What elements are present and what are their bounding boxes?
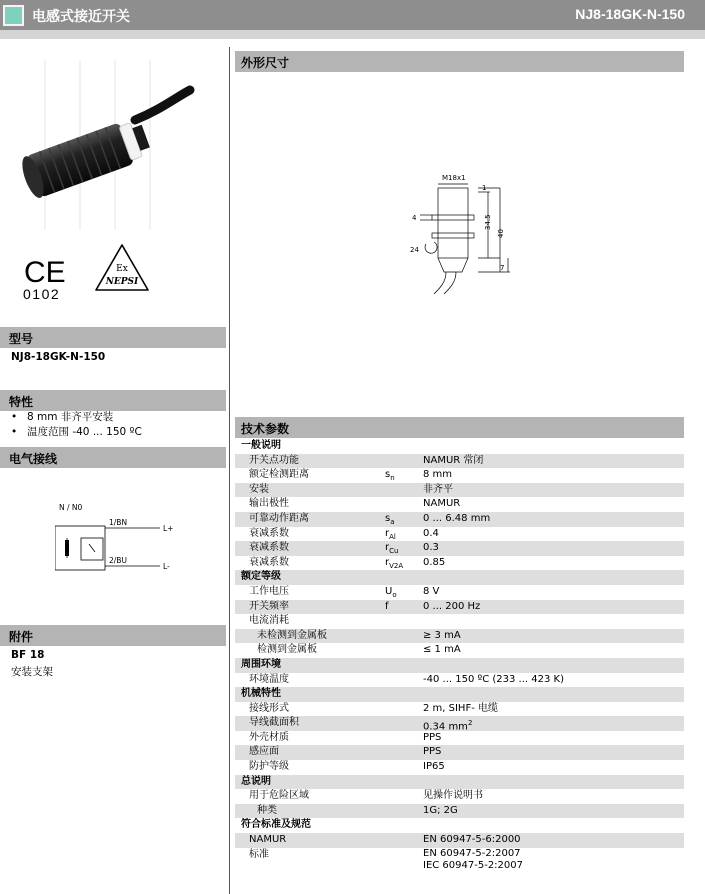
type-section-title: 型号 — [9, 332, 34, 346]
spec-symbol — [385, 600, 389, 615]
type-section-header — [0, 327, 226, 348]
spec-row — [235, 731, 684, 746]
spec-category-label: 额定等级 — [241, 571, 281, 583]
spec-row — [235, 673, 684, 688]
spec-row — [235, 702, 684, 717]
spec-row — [235, 643, 684, 658]
spec-value — [423, 804, 458, 819]
spec-value — [423, 745, 441, 760]
spec-row — [235, 468, 684, 483]
spec-value — [423, 789, 483, 804]
spec-symbol-main: r — [385, 527, 390, 539]
spec-symbol-main: s — [385, 512, 391, 524]
spec-value — [423, 556, 445, 571]
spec-value-text: 8 mm — [423, 469, 453, 481]
spec-value-text: NAMUR — [423, 498, 461, 510]
spec-label: 标准 — [249, 848, 269, 860]
spec-label: 电流消耗 — [249, 615, 289, 627]
spec-value — [423, 600, 480, 615]
spec-value-text: 8 V — [423, 585, 440, 597]
spec-label: 开关频率 — [249, 600, 289, 612]
spec-label: 接线形式 — [249, 702, 289, 714]
page-title: 电感式接近开关 — [32, 9, 130, 25]
spec-symbol-sub: Cu — [389, 547, 399, 556]
spec-symbol-sub: V2A — [389, 561, 404, 570]
spec-value-text: ≤ 1 mA — [423, 644, 461, 656]
feature-item: • 8 mm 非齐平安装 — [11, 410, 142, 425]
dim-40: 40 — [497, 229, 505, 238]
spec-value-text: EN 60947-5-2:2007 — [423, 847, 521, 859]
spec-symbol-main: r — [385, 542, 390, 554]
spec-category-row — [235, 658, 684, 673]
spec-category-row — [235, 439, 684, 454]
dim-7: 7 — [500, 264, 505, 272]
spec-row — [235, 454, 684, 469]
spec-row — [235, 527, 684, 542]
wiring-lplus: L+ — [163, 524, 174, 533]
spec-value-text: NAMUR 常闭 — [423, 454, 484, 466]
spec-label: 感应面 — [249, 746, 279, 758]
spec-value-text: PPS — [423, 731, 442, 743]
spec-label: 防护等级 — [249, 761, 289, 773]
spec-value-text: 0.85 — [423, 556, 446, 568]
spec-symbol-sub: a — [390, 517, 395, 526]
spec-value-text: IP65 — [423, 761, 445, 773]
accessory-desc: 安装支架 — [11, 666, 53, 678]
spec-label: 工作电压 — [249, 585, 289, 597]
spec-value — [423, 512, 490, 527]
spec-value-text-2: IEC 60947-5-2:2007 — [423, 859, 523, 871]
spec-category-row — [235, 818, 684, 833]
spec-value — [423, 585, 439, 600]
page-header — [0, 0, 705, 30]
spec-symbol-main: s — [385, 469, 391, 481]
accessory-section-header — [0, 625, 226, 646]
spec-symbol-sub: o — [392, 590, 397, 599]
spec-symbol — [385, 541, 398, 556]
spec-category-label: 总说明 — [241, 775, 271, 787]
spec-row — [235, 585, 684, 600]
spec-label: 额定检测距离 — [249, 469, 309, 481]
dimension-drawing — [400, 170, 515, 295]
spec-row — [235, 804, 684, 819]
spec-value-text: 0.34 mm — [423, 721, 468, 733]
wiring-section-title: 电气接线 — [9, 452, 58, 466]
spec-value-text: 0 ... 6.48 mm — [423, 512, 491, 524]
spec-symbol-sub: n — [390, 474, 395, 483]
spec-value-text: 0.4 — [423, 527, 439, 539]
spec-category-label: 一般说明 — [241, 440, 281, 451]
spec-value — [423, 468, 452, 483]
spec-value — [423, 643, 461, 658]
spec-row — [235, 483, 684, 498]
wiring-pin1: 1/BN — [109, 518, 128, 527]
spec-label: 可靠动作距离 — [249, 512, 309, 524]
column-divider — [229, 47, 230, 894]
spec-value-text: EN 60947-5-6:2000 — [423, 834, 521, 846]
spec-label: 导线截面积 — [249, 717, 299, 729]
spec-value-text: 0.3 — [423, 542, 439, 554]
type-value: NJ8-18GK-N-150 — [11, 351, 106, 363]
spec-label: 未检测到金属板 — [257, 629, 327, 641]
spec-row — [235, 760, 684, 775]
features-section-header — [0, 390, 226, 411]
spec-value-text: PPS — [423, 746, 442, 758]
spec-label: NAMUR — [249, 834, 287, 846]
spec-row — [235, 848, 684, 872]
header-accent-square — [3, 5, 24, 26]
ce-number: 0102 — [23, 286, 61, 302]
spec-row — [235, 629, 684, 644]
dim-34-5: 34.5 — [484, 214, 492, 230]
spec-symbol-main: r — [385, 556, 390, 568]
spec-value — [423, 848, 523, 872]
spec-label: 衰减系数 — [249, 527, 289, 539]
page-model: NJ8-18GK-N-150 — [575, 6, 685, 22]
spec-symbol — [385, 468, 395, 483]
spec-label: 外壳材质 — [249, 731, 289, 743]
spec-value-text: ≥ 3 mA — [423, 629, 461, 641]
spec-value-text: -40 ... 150 ºC (233 ... 423 K) — [423, 673, 564, 685]
ex-mark-top: Ex — [116, 264, 128, 274]
spec-row — [235, 497, 684, 512]
dimensions-section-title: 外形尺寸 — [241, 56, 290, 70]
ce-mark-text: CE — [24, 256, 66, 289]
spec-row — [235, 745, 684, 760]
spec-value — [423, 760, 445, 775]
spec-symbol — [385, 585, 397, 600]
spec-row — [235, 716, 684, 731]
spec-category-row — [235, 570, 684, 585]
ex-mark-bottom: NEPSI — [105, 277, 139, 287]
dimensions-section-header — [235, 51, 684, 72]
specs-table — [235, 439, 684, 872]
ex-nepsi-mark-icon — [93, 243, 151, 295]
spec-label: 衰减系数 — [249, 542, 289, 554]
spec-value — [423, 731, 441, 746]
specs-section-header — [235, 417, 684, 438]
spec-label: 安装 — [249, 483, 269, 495]
spec-row — [235, 600, 684, 615]
header-subbar — [0, 30, 705, 39]
spec-row — [235, 541, 684, 556]
spec-value-text: 1G; 2G — [423, 804, 458, 816]
spec-label: 输出极性 — [249, 498, 289, 510]
spec-value — [423, 629, 461, 644]
spec-category-label: 周围环境 — [241, 658, 281, 670]
specs-section-title: 技术参数 — [241, 422, 290, 436]
dim-thread: M18x1 — [442, 174, 466, 182]
features-list — [11, 410, 142, 440]
spec-row — [235, 512, 684, 527]
spec-value — [423, 497, 460, 512]
wiring-diagram — [55, 500, 185, 580]
ce-mark-icon — [22, 252, 72, 302]
dim-4: 4 — [412, 214, 417, 222]
spec-value-text: 0 ... 200 Hz — [423, 600, 481, 612]
spec-symbol-sub: Al — [389, 532, 396, 541]
wiring-label-n: N / N0 — [59, 503, 83, 512]
spec-value — [423, 833, 521, 848]
accessory-section-title: 附件 — [9, 630, 34, 644]
wiring-section-header — [0, 447, 226, 468]
spec-label: 检测到金属板 — [257, 644, 317, 656]
spec-symbol — [385, 556, 403, 571]
spec-symbol — [385, 527, 396, 542]
features-section-title: 特性 — [9, 395, 34, 409]
spec-value-text: 2 m, SIHF- 电缆 — [423, 702, 498, 714]
spec-value — [423, 454, 483, 469]
sensor-photo — [10, 60, 220, 230]
spec-value — [423, 483, 453, 498]
spec-symbol-main: f — [385, 600, 389, 612]
wiring-lminus: L- — [163, 562, 170, 571]
spec-value-sup: 2 — [467, 719, 473, 728]
spec-label: 开关点功能 — [249, 454, 299, 466]
spec-row — [235, 833, 684, 848]
spec-value — [423, 527, 439, 542]
spec-value — [423, 702, 498, 717]
spec-symbol-main: U — [385, 585, 393, 597]
spec-value — [423, 541, 439, 556]
dim-24: 24 — [410, 246, 419, 254]
spec-value-text: 非齐平 — [423, 483, 453, 495]
spec-label: 用于危险区域 — [249, 790, 309, 802]
spec-label: 环境温度 — [249, 673, 289, 685]
accessory-name: BF 18 — [11, 649, 45, 661]
spec-value — [423, 673, 564, 688]
spec-category-label: 机械特性 — [241, 688, 281, 700]
spec-value-text: 见操作说明书 — [423, 790, 483, 802]
spec-label: 种类 — [257, 804, 277, 816]
spec-category-row — [235, 775, 684, 790]
spec-row — [235, 614, 684, 629]
spec-symbol — [385, 512, 395, 527]
spec-row — [235, 789, 684, 804]
dim-1: 1 — [482, 184, 487, 192]
wiring-pin2: 2/BU — [109, 556, 127, 565]
spec-category-label: 符合标准及规范 — [241, 819, 311, 831]
spec-row — [235, 556, 684, 571]
feature-item: • 温度范围 -40 ... 150 ºC — [11, 425, 142, 440]
spec-label: 衰减系数 — [249, 556, 289, 568]
spec-category-row — [235, 687, 684, 702]
